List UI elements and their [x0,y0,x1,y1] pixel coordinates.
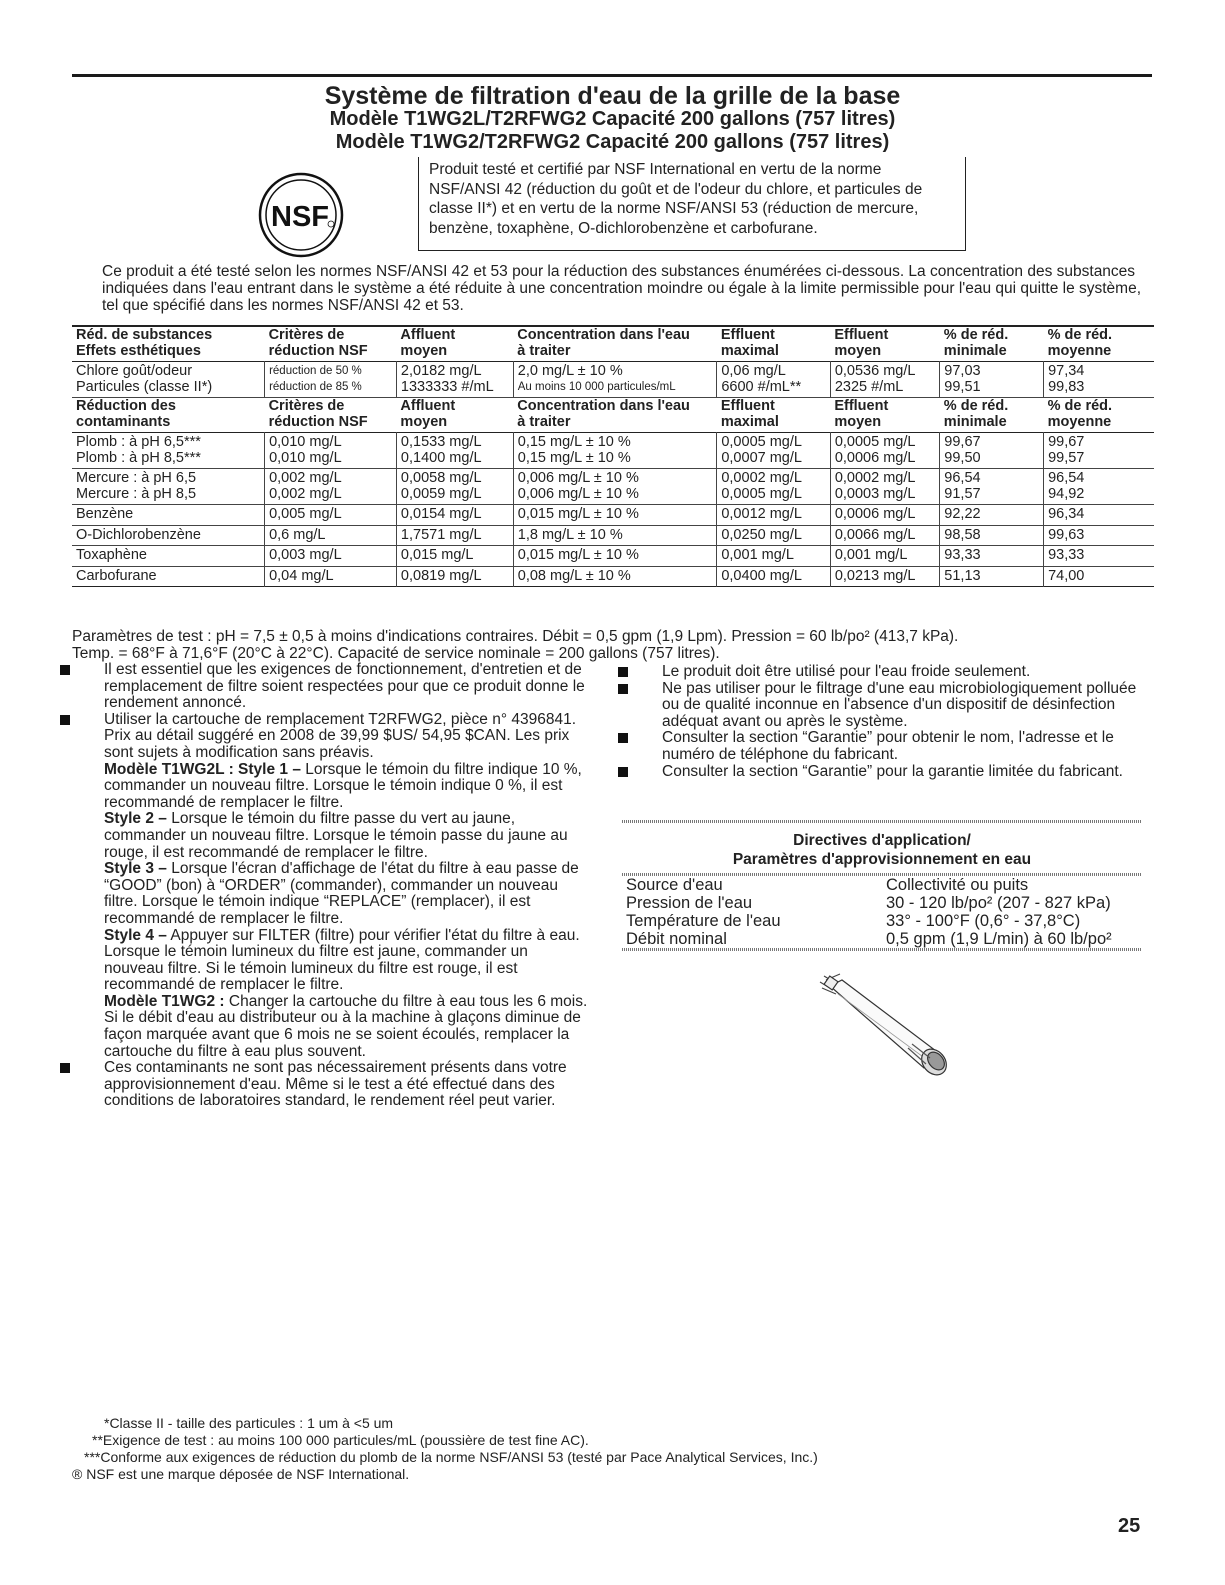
cell-line: 96,54 [1048,470,1085,486]
bullet-text: Consulter la section “Garantie” pour obtenir le nom, l'adresse et le numéro de téléphone du fabricant. [662,729,1114,763]
directive-row [622,876,1142,894]
cell-line: Affluent [400,327,456,343]
cell-line: 0,0002 mg/L [834,470,916,486]
cell-line: 0,003 mg/L [269,547,342,563]
bullet-item [618,681,1146,731]
cell-line: maximal [720,342,779,359]
table-cell [1044,505,1154,526]
cell-line: 0,0005 mg/L [721,485,802,502]
bullet-square-icon [60,715,70,725]
table-cell [396,398,513,433]
performance-table [72,325,1154,587]
table-cell [940,505,1044,526]
table-cell [1044,525,1154,546]
cell-line: 0,002 mg/L [269,485,342,502]
cell-line: Carbofurane [76,567,157,584]
cell-line: 99,50 [944,449,981,466]
table-cell [72,362,265,398]
table-cell [513,546,717,567]
table-cell [940,469,1044,505]
table-cell [72,505,265,526]
table-cell [265,566,397,587]
style-1-text: Lorsque le témoin du filtre indique 10 %, commander un nouveau filtre. Lorsque le témoin indique 0 %, il est recommandé de remplacer le filtre. [104,760,582,811]
cell-line: 0,002 mg/L [269,470,342,486]
directive-label: Débit nominal [626,930,727,948]
table-cell [513,433,717,469]
cell-line: 99,83 [1048,378,1085,395]
table-cell [1044,362,1154,398]
cell-line: 96,34 [1048,506,1085,522]
cell-line: 6600 #/mL** [721,378,802,395]
cell-line: Critères de [268,398,345,414]
table-cell [717,398,830,433]
cell-line: 0,0012 mg/L [721,506,802,522]
table-row [72,362,1154,398]
cell-line: moyenne [1047,413,1112,430]
table-cell [396,433,513,469]
cell-line: 0,6 mg/L [269,526,326,543]
intro-paragraph: Ce produit a été testé selon les normes NSF/ANSI 42 et 53 pour la réduction des substances énumérées ci-dessous. La concentration des substances indiquées dans l'eau entrant dans le système a été réduite à une concentration moindre ou égale à la limite permissible pour l'eau qui quitte le système, tel que spécifié dans les normes NSF/ANSI 42 et 53. [102,263,1142,314]
style-1-paragraph [60,762,588,812]
bullet-item [60,1060,588,1110]
cell-line: % de réd. [1047,327,1113,343]
cell-line: 0,04 mg/L [269,567,334,584]
model-t1wg2-paragraph [60,994,588,1060]
cell-line: 99,67 [944,434,981,450]
cell-line: % de réd. [943,327,1009,343]
table-cell [513,398,717,433]
test-parameters-line-1: Paramètres de test : pH = 7,5 ± 0,5 à moins d'indications contraires. Débit = 0,5 gpm (1,9 Lpm). Pression = 60 lb/po² (413,7 kPa). [72,628,959,645]
table-cell [830,362,939,398]
filter-cartridge-icon [812,972,962,1082]
table-cell [72,525,265,546]
table-cell [1044,566,1154,587]
cell-line: réduction NSF [268,342,368,359]
cell-line: Mercure : à pH 6,5 [76,470,197,486]
bullet-text: Ces contaminants ne sont pas nécessairement présents dans votre approvisionnement d'eau. Même si le test a été effectué dans des conditions de laboratoires standard, le rendement réel peut varier. [104,1059,567,1110]
bullet-square-icon [618,733,628,743]
table-cell [940,433,1044,469]
cell-line: 98,58 [944,526,981,543]
table-cell [940,525,1044,546]
cell-line: 99,57 [1048,449,1085,466]
footnote-1: *Classe II - taille des particules : 1 um à <5 um [104,1415,394,1431]
cell-line: 0,0059 mg/L [400,485,482,502]
cell-line: minimale [943,413,1007,430]
table-cell [265,433,397,469]
directive-label: Pression de l'eau [626,894,753,912]
table-cell [717,326,830,362]
table-cell [396,469,513,505]
cell-line: 99,67 [1048,434,1085,450]
table-cell [513,505,717,526]
cell-line: % de réd. [1047,398,1113,414]
cell-line: 0,006 mg/L ± 10 % [517,485,639,502]
table-cell [513,326,717,362]
directive-value: 0,5 gpm (1,9 L/min) à 60 lb/po² [886,930,1112,948]
cell-line: à traiter [517,413,571,430]
table-cell [940,362,1044,398]
directives-title-line-1: Directives d'application/ [793,832,971,849]
cell-line: Benzène [76,506,134,522]
cell-line: Concentration dans l'eau [517,398,690,414]
table-cell [72,326,265,362]
cell-line: 0,08 mg/L ± 10 % [517,567,631,584]
table-cell [396,546,513,567]
directives-rows [622,876,1142,948]
cell-line: Particules (classe II*) [76,378,213,395]
cell-line: 0,001 mg/L [834,547,908,563]
directives-title [622,823,1142,873]
cell-line: 0,1400 mg/L [400,449,482,466]
bullet-square-icon [60,1063,70,1073]
cell-line: 51,13 [944,567,981,584]
cell-line: 0,0400 mg/L [721,567,802,584]
bullet-item [618,764,1146,781]
cell-line: 0,0250 mg/L [721,526,802,543]
table-cell [72,546,265,567]
cell-line: Effets esthétiques [76,342,201,359]
bullet-text: Il est essentiel que les exigences de fonctionnement, d'entretien et de remplacement de filtre soient respectées pour que ce produit donne le rendement annoncé. [104,661,585,712]
table-cell [265,505,397,526]
top-rule [72,74,1152,77]
style-3-paragraph [60,861,588,927]
cell-line: 1,8 mg/L ± 10 % [517,526,623,543]
cell-line: Plomb : à pH 6,5*** [76,434,201,450]
table-cell [396,326,513,362]
table-cell [830,326,939,362]
cell-line: 0,015 mg/L ± 10 % [517,547,639,563]
cell-line: 0,0003 mg/L [834,485,916,502]
table-cell [513,362,717,398]
cell-line: 0,015 mg/L ± 10 % [517,506,639,522]
page-title: Système de filtration d'eau de la grille de la base [324,82,901,110]
directives-title-line-2: Paramètres d'approvisionnement en eau [732,851,1032,868]
cell-line: 0,010 mg/L [269,434,342,450]
table-cell [830,398,939,433]
table-cell [830,433,939,469]
table-row [72,546,1154,567]
bullet-item [60,712,588,762]
cell-line: 0,0007 mg/L [721,449,802,466]
bullet-text: Ne pas utiliser pour le filtrage d'une eau microbiologiquement polluée ou de qualité inconnue en l'absence d'un dispositif de désinfection adéquat avant ou après le système. [662,679,1137,730]
cell-line: 0,001 mg/L [721,547,794,563]
cell-line: 97,34 [1048,363,1085,379]
bullet-text: Le produit doit être utilisé pour l'eau froide seulement. [662,663,1031,680]
cell-line: moyenne [1047,342,1112,359]
cell-line: 0,15 mg/L ± 10 % [517,449,631,466]
cell-line: moyen [400,342,448,359]
cell-line: 0,1533 mg/L [400,434,482,450]
model-t1wg2-label: Modèle T1WG2 : [104,992,225,1010]
cell-line: Effluent [834,327,889,343]
page-number: 25 [1118,1515,1141,1537]
style-4-paragraph [60,928,588,994]
table-row [72,433,1154,469]
left-column [60,662,588,1110]
cell-line: 2,0182 mg/L [400,363,482,379]
cell-line: 0,0819 mg/L [400,567,482,584]
dotted-divider [622,948,1142,951]
cell-line: 92,22 [944,506,981,522]
cell-line: 0,0536 mg/L [834,363,916,379]
directive-row [622,930,1142,948]
cell-line: Toxaphène [76,547,147,563]
table-cell [717,566,830,587]
model-subtitle-2: Modèle T1WG2/T2RFWG2 Capacité 200 gallons (757 litres) [335,131,890,153]
certification-box: Produit testé et certifié par NSF International en vertu de la norme NSF/ANSI 42 (réduction du goût et de l'odeur du chlore, et particules de classe II*) et en vertu de la norme NSF/ANSI 53 (réduction de mercure, benzène, toxaphène, O-dichlorobenzène et carbofurane. [418,157,966,251]
style-2-text: Lorsque le témoin du filtre passe du vert au jaune, commander un nouveau filtre. Lorsque le témoin passe du jaune au rouge, il est recommandé de remplacer le filtre. [104,810,568,861]
style-3-text: Lorsque l'écran d'affichage de l'état du filtre à eau passe de “GOOD” (bon) à “ORDER” (commander), commander un nouveau filtre. Lorsque le témoin indique “REPLACE” (remplacer), il est recommandé de remplacer le filtre. [104,860,579,927]
cell-line: 0,0002 mg/L [721,470,802,486]
table-cell [265,469,397,505]
cell-line: réduction de 85 % [269,380,362,393]
bullet-item [60,662,588,712]
table-cell [1044,398,1154,433]
cell-line: moyen [834,342,882,359]
table-cell [830,546,939,567]
table-cell [1044,326,1154,362]
cell-line: 0,010 mg/L [269,449,342,466]
table-cell [396,362,513,398]
cell-line: Affluent [400,398,456,414]
bullet-item [618,664,1146,681]
model-subtitle-1: Modèle T1WG2L/T2RFWG2 Capacité 200 gallons (757 litres) [329,108,896,130]
cell-line: 93,33 [944,547,981,563]
footnote-2: **Exigence de test : au moins 100 000 particules/mL (poussière de test fine AC). [92,1432,589,1448]
directive-label: Source d'eau [626,876,723,894]
footnote-4: ® NSF est une marque déposée de NSF International. [72,1466,410,1482]
bullet-square-icon [60,665,70,675]
table-cell [72,398,265,433]
table-cell [72,433,265,469]
cell-line: Chlore goût/odeur [76,363,193,379]
table-header-row [72,326,1154,362]
table-cell [717,433,830,469]
table-cell [265,326,397,362]
table-cell [513,525,717,546]
cell-line: 96,54 [944,470,981,486]
table-cell [717,505,830,526]
table-cell [265,398,397,433]
cell-line: 0,0154 mg/L [400,506,482,522]
cell-line: Mercure : à pH 8,5 [76,485,197,502]
cell-line: 0,0213 mg/L [834,567,916,584]
table-row [72,469,1154,505]
cell-line: 93,33 [1048,547,1085,563]
table-cell [513,469,717,505]
cell-line: % de réd. [943,398,1009,414]
table-cell [717,469,830,505]
directive-value: 30 - 120 lb/po² (207 - 827 kPa) [886,894,1111,912]
nsf-logo-text: NSF [271,201,329,233]
directive-label: Température de l'eau [626,912,781,930]
cell-line: 0,0006 mg/L [834,506,916,522]
table-cell [1044,546,1154,567]
table-cell [396,566,513,587]
style-3-label: Style 3 – [104,860,167,878]
style-1-label: Modèle T1WG2L : Style 1 – [104,760,301,778]
cell-line: O-Dichlorobenzène [76,526,201,543]
cell-line: 0,0066 mg/L [834,526,916,543]
table-cell [513,566,717,587]
table-cell [72,566,265,587]
table-cell [830,469,939,505]
test-parameters [72,628,1152,662]
table-cell [265,525,397,546]
cell-line: 0,0006 mg/L [834,449,916,466]
cell-line: réduction NSF [268,413,368,430]
cell-line: 91,57 [944,485,981,502]
table-cell [830,566,939,587]
table-row [72,525,1154,546]
test-parameters-line-2: Temp. = 68°F à 71,6°F (20°C à 22°C). Capacité de service nominale = 200 gallons (757 litres). [72,645,720,662]
cell-line: 0,0005 mg/L [834,434,916,450]
table-cell [940,326,1044,362]
table-cell [1044,469,1154,505]
cell-line: 1333333 #/mL [400,378,494,395]
table-cell [940,566,1044,587]
cell-line: 0,006 mg/L ± 10 % [517,470,639,486]
cell-line: 0,0058 mg/L [400,470,482,486]
bullet-text: Utiliser la cartouche de remplacement T2RFWG2, pièce n° 4396841. Prix au détail suggéré en 2008 de 39,99 $US/ 54,95 $CAN. Les prix sont sujets à modification sans préavis. [104,710,577,761]
directives-box [622,820,1142,951]
style-2-label: Style 2 – [104,810,167,828]
cell-line: 0,15 mg/L ± 10 % [517,434,631,450]
cell-line: 2325 #/mL [834,378,904,395]
style-4-label: Style 4 – [104,926,167,944]
cell-line: réduction de 50 % [269,365,362,377]
cell-line: à traiter [517,342,571,359]
cell-line: Effluent [834,398,889,414]
directive-row [622,912,1142,930]
table-cell [72,469,265,505]
cell-line: 99,63 [1048,526,1085,543]
cell-line: Réd. de substances [76,327,213,343]
cell-line: 99,51 [944,378,981,395]
right-column [618,664,1146,780]
cell-line: 1,7571 mg/L [400,526,482,543]
table-cell [830,525,939,546]
cell-line: moyen [400,413,448,430]
table-cell [830,505,939,526]
cell-line: 0,06 mg/L [721,363,786,379]
bullet-square-icon [618,684,628,694]
table-cell [717,525,830,546]
cell-line: 0,015 mg/L [400,547,474,563]
cell-line: 97,03 [944,363,981,379]
table-cell [717,362,830,398]
bullet-text: Consulter la section “Garantie” pour la garantie limitée du fabricant. [662,762,1123,780]
table-cell [1044,433,1154,469]
cell-line: Au moins 10 000 particules/mL [517,380,676,393]
cell-line: 0,005 mg/L [269,506,342,522]
cell-line: Plomb : à pH 8,5*** [76,449,201,466]
cell-line: maximal [720,413,779,430]
directive-row [622,894,1142,912]
table-row [72,566,1154,587]
style-2-paragraph [60,811,588,861]
nsf-logo-icon [258,172,344,258]
bullet-item [618,730,1146,763]
footnote-3: ***Conforme aux exigences de réduction du plomb de la norme NSF/ANSI 53 (testé par Pace Analytical Services, Inc.) [84,1449,818,1465]
model-t1wg2-text: Changer la cartouche du filtre à eau tous les 6 mois. Si le débit d'eau au distributeur ou à la machine à glaçons diminue de façon marquée avant que 6 mois ne se soient écoulés, remplacer la cartouche du filtre à eau plus souvent. [104,992,588,1060]
cell-line: 2,0 mg/L ± 10 % [517,363,623,379]
cell-line: Réduction des [76,398,176,414]
table-cell [940,398,1044,433]
cell-line: Effluent [720,398,775,414]
cell-line: moyen [834,413,882,430]
table-cell [265,362,397,398]
footnotes [72,1415,1152,1483]
table-cell [940,546,1044,567]
bullet-square-icon [618,667,628,677]
bullet-square-icon [618,767,628,777]
cell-line: minimale [943,342,1007,359]
cell-line: 0,0005 mg/L [721,434,802,450]
style-4-text: Appuyer sur FILTER (filtre) pour vérifier l'état du filtre à eau. Lorsque le témoin lumineux du filtre est jaune, commander un nouveau filtre. Si le témoin lumineux du filtre est rouge, il est recommandé de remplacer le filtre. [104,926,580,994]
cell-line: Effluent [720,327,775,343]
table-cell [717,546,830,567]
cell-line: Concentration dans l'eau [517,327,690,343]
cell-line: contaminants [76,413,171,430]
cell-line: 94,92 [1048,485,1085,502]
table-row [72,505,1154,526]
table-cell [396,525,513,546]
table-header-row [72,398,1154,433]
directive-value: 33° - 100°F (0,6° - 37,8°C) [886,912,1081,930]
table-cell [396,505,513,526]
table-cell [265,546,397,567]
cell-line: Critères de [268,327,345,343]
cell-line: 74,00 [1048,567,1085,584]
directive-value: Collectivité ou puits [886,876,1029,894]
